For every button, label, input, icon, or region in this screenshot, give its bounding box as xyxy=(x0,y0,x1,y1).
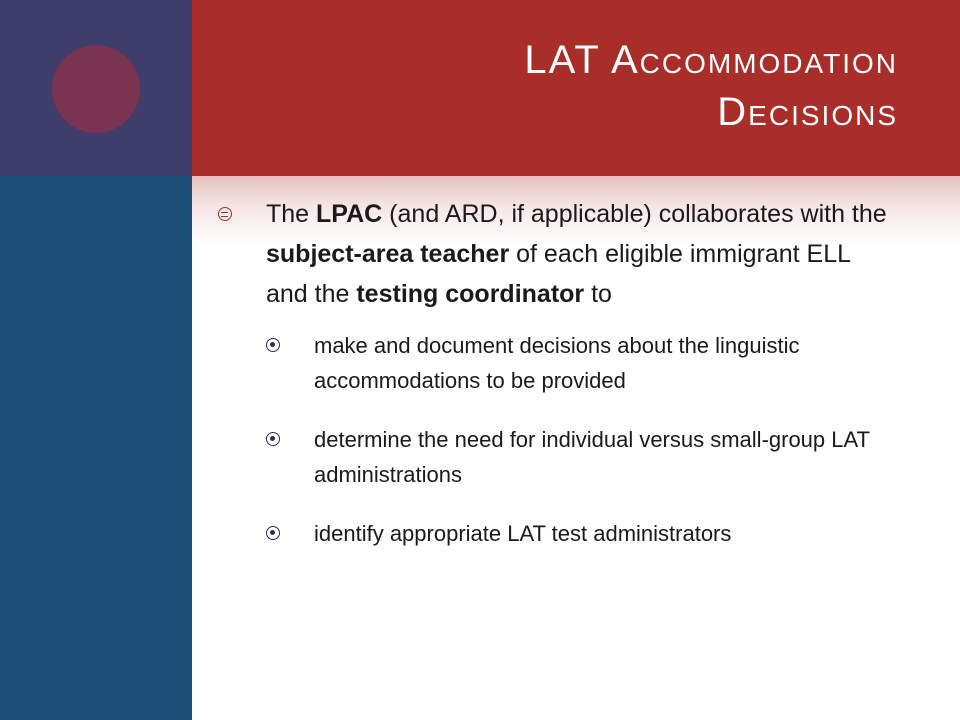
decorative-circle xyxy=(52,45,140,133)
sub-bullet-item xyxy=(266,422,898,492)
main-bullet-text-1: The xyxy=(266,200,317,228)
sub-bullet-item xyxy=(266,516,898,551)
sub-bullet-text: make and document decisions about the linguistic accommodations to be provided xyxy=(314,333,800,393)
bullet-icon xyxy=(218,207,232,221)
main-bullet-bold-teacher: subject-area teacher xyxy=(266,240,510,268)
slide-title: LAT Accommodation Decisions xyxy=(524,38,898,134)
slide-content xyxy=(218,194,898,575)
main-bullet-text-3: of each eligible immigrant ELL and the xyxy=(266,240,851,308)
main-bullet-bold-lpac: LPAC xyxy=(316,200,383,228)
main-bullet-text-4: to xyxy=(584,280,612,308)
main-bullet xyxy=(218,194,898,314)
circle-dot-bullet-icon xyxy=(266,526,280,540)
main-bullet-bold-coordinator: testing coordinator xyxy=(356,280,585,308)
main-bullet-text-2: (and ARD, if applicable) collaborates with the xyxy=(382,200,887,228)
sub-bullet-text: determine the need for individual versus small-group LAT administrations xyxy=(314,427,870,487)
circle-dot-bullet-icon xyxy=(266,338,280,352)
sub-bullet-text: identify appropriate LAT test administrators xyxy=(314,521,732,546)
sidebar-bottom-block xyxy=(0,176,192,720)
sub-bullet-list xyxy=(218,328,898,551)
circle-dot-bullet-icon xyxy=(266,432,280,446)
sub-bullet-item xyxy=(266,328,898,398)
